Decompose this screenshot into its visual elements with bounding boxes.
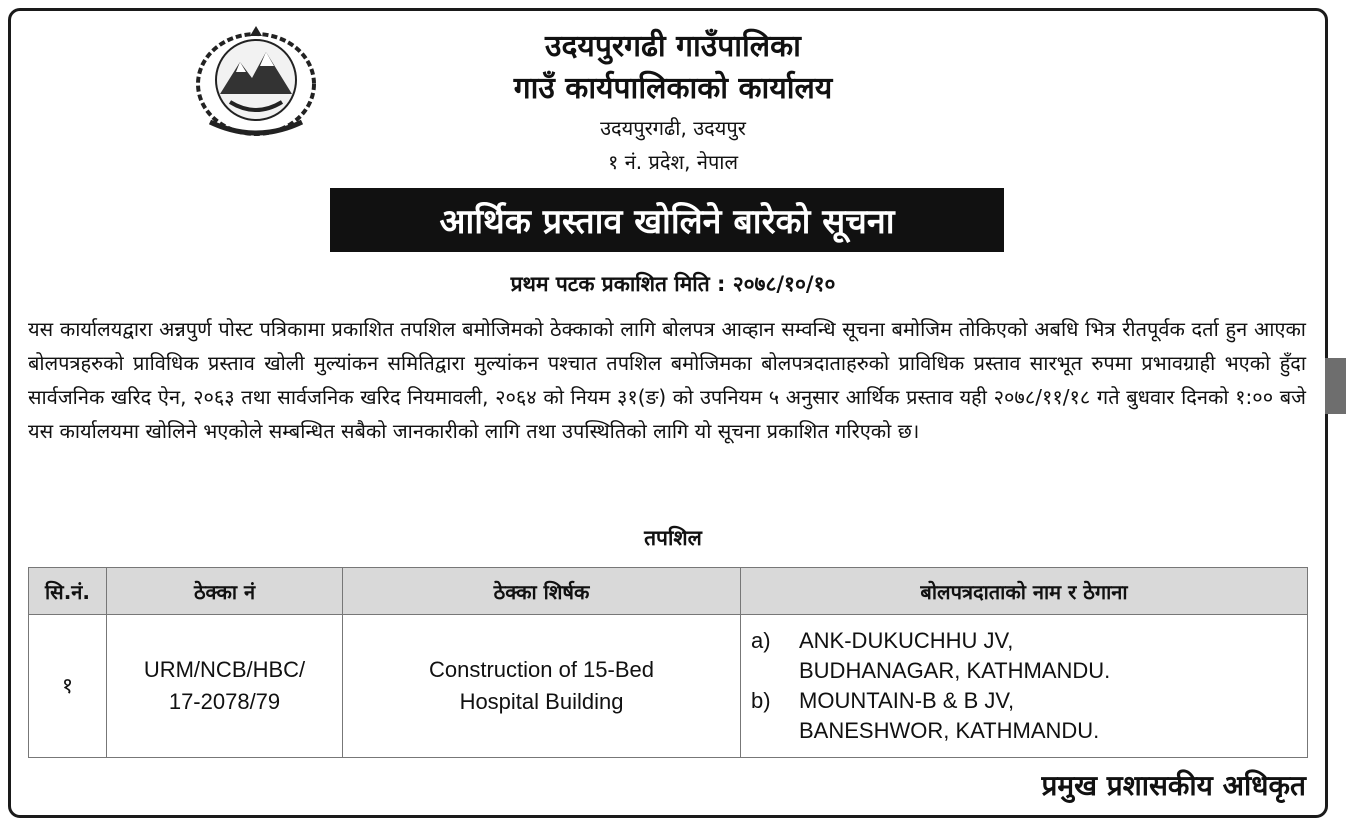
section-title: तपशिल	[644, 526, 702, 550]
office-name: गाउँ कार्यपालिकाको कार्यालय	[513, 71, 833, 106]
organization-name: उदयपुरगढी गाउँपालिका	[545, 29, 801, 64]
bidder-name: ANK-DUKUCHHU JV,	[799, 628, 1014, 653]
cell-serial: १	[29, 615, 107, 758]
side-scroll-tab[interactable]	[1325, 358, 1346, 414]
header-bidder: बोलपत्रदाताको नाम र ठेगाना	[741, 568, 1308, 615]
contract-title-line-1: Construction of 15-Bed	[428, 657, 655, 682]
contract-no-line-1: URM/NCB/HBC/	[143, 657, 306, 682]
signatory-title: प्रमुख प्रशासकीय अधिकृत	[1041, 769, 1306, 802]
notice-headline	[330, 188, 1004, 252]
publish-date: प्रथम पटक प्रकाशित मिति : २०७८/१०/१०	[510, 272, 836, 296]
cell-bidders	[741, 615, 1308, 758]
bidder-address: BANESHWOR, KATHMANDU.	[799, 718, 1100, 743]
header-contract-no: ठेक्का नं	[107, 568, 343, 615]
contract-no-line-2: 17-2078/79	[168, 689, 281, 714]
notice-body: यस कार्यालयद्वारा अन्नपुर्ण पोस्ट पत्रिकामा प्रकाशित तपशिल बमोजिमको ठेक्काको लागि बोलपत्र आव्हान सम्वन्धि सूचना बमोजिम तोकिएको अबधि भित्र रीतपूर्वक दर्ता हुन आएका बोलपत्रहरुको प्राविधिक प्रस्ताव खोली मुल्यांकन समितिद्वारा मुल्यांकन पश्चात तपशिल बमोजिमका बोलपत्रदाताहरुको प्राविधिक प्रस्ताव सारभूत रुपमा प्रभावग्राही भएको हुँदा सार्वजनिक खरिद ऐन, २०६३ तथा सार्वजनिक खरिद नियमावली, २०६४ को नियम ३१(ङ) को उपनियम ५ अनुसार आर्थिक प्रस्ताव यही २०७८/११/१८ गते बुधवार दिनको १:०० बजे यस कार्यालयमा खोलिने भएकोले सम्बन्धित सबैको जानकारीको लागि तथा उपस्थितिको लागि यो सूचना प्रकाशित गरिएको छ।	[28, 317, 1306, 443]
bidder-item	[751, 626, 1306, 686]
table-row	[29, 615, 1308, 758]
bidder-name: MOUNTAIN-B & B JV,	[799, 688, 1015, 713]
contract-title-line-2: Hospital Building	[459, 689, 624, 714]
bidder-marker: b)	[751, 688, 771, 713]
notice-headline-text: आर्थिक प्रस्ताव खोलिने बारेको सूचना	[439, 202, 895, 242]
bidder-item	[751, 686, 1306, 746]
address-line-2: १ नं. प्रदेश, नेपाल	[607, 150, 739, 174]
header-serial: सि.नं.	[29, 568, 107, 615]
table-header-row	[29, 568, 1308, 615]
header-contract-title: ठेक्का शिर्षक	[343, 568, 741, 615]
address-line-1: उदयपुरगढी, उदयपुर	[600, 116, 746, 140]
bidder-address: BUDHANAGAR, KATHMANDU.	[799, 658, 1111, 683]
tender-table	[28, 567, 1308, 758]
cell-contract-no	[107, 615, 343, 758]
bidder-marker: a)	[751, 628, 771, 653]
cell-contract-title	[343, 615, 741, 758]
